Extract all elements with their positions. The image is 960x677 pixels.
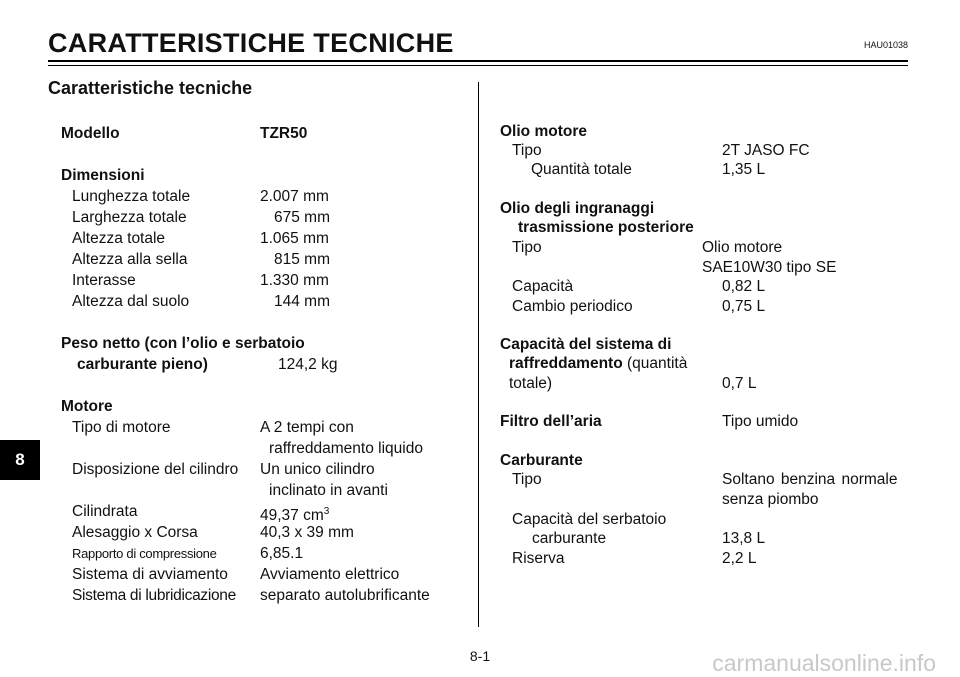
spec-value: 675 mm <box>274 209 330 226</box>
spec-value: 0,75 L <box>722 298 766 315</box>
spec-label: Rapporto di compressione <box>72 546 217 561</box>
page-header-title: CARATTERISTICHE TECNICHE <box>48 28 454 58</box>
header-rule-thick <box>48 60 908 62</box>
header-rule-thin <box>48 65 908 66</box>
spec-label: Tipo <box>512 471 542 488</box>
spec-label: Quantità totale <box>531 161 632 178</box>
spec-value: 6,85.1 <box>260 545 304 562</box>
spec-value: A 2 tempi con <box>260 419 354 436</box>
dimensions-heading: Dimensioni <box>61 167 145 184</box>
spec-value: 13,8 L <box>722 530 766 547</box>
cooling-heading-bold: raffreddamento <box>509 355 623 372</box>
displacement-value: 49,37 cm <box>260 507 324 525</box>
spec-value: 144 mm <box>274 293 330 310</box>
column-divider <box>478 82 479 627</box>
spec-value-cont: senza piombo <box>722 491 819 508</box>
spec-label: Altezza alla sella <box>72 251 188 268</box>
spec-label: Sistema di avviamento <box>72 566 228 583</box>
unit-exponent: 3 <box>323 506 330 517</box>
spec-value: 815 mm <box>274 251 330 268</box>
spec-label: Interasse <box>72 272 136 289</box>
weight-heading: Peso netto (con l’olio e serbatoio <box>61 335 305 352</box>
spec-value-cont: raffreddamento liquido <box>269 440 423 457</box>
spec-label: Larghezza totale <box>72 209 187 226</box>
spec-value <box>260 502 329 525</box>
spec-value: Olio motore <box>702 239 783 256</box>
spec-label: Altezza dal suolo <box>72 293 190 310</box>
spec-value: 1,35 L <box>722 161 766 178</box>
spec-label: Cilindrata <box>72 503 138 520</box>
chapter-tab: 8 <box>0 440 40 480</box>
document-code: HAU01038 <box>863 40 908 50</box>
section-title: Caratteristiche tecniche <box>48 78 253 98</box>
weight-value: 124,2 kg <box>278 356 338 373</box>
spec-value: 2.007 mm <box>260 188 329 205</box>
spec-value: 2T JASO FC <box>722 142 810 159</box>
gear-oil-heading-cont: trasmissione posteriore <box>518 219 694 236</box>
spec-label: Cambio periodico <box>512 298 633 315</box>
spec-value-cont: inclinato in avanti <box>269 482 388 499</box>
engine-oil-heading: Olio motore <box>500 123 587 140</box>
spec-label: Altezza totale <box>72 230 166 247</box>
model-label: Modello <box>61 125 120 142</box>
spec-value: Avviamento elettrico <box>260 566 400 583</box>
spec-label: Disposizione del cilindro <box>72 461 239 478</box>
spec-value: 40,3 x 39 mm <box>260 524 354 541</box>
watermark: carmanualsonline.info <box>712 650 936 676</box>
cooling-heading-rest: (quantità <box>622 355 688 372</box>
air-filter-label: Filtro dell’aria <box>500 413 602 430</box>
model-value: TZR50 <box>260 125 308 142</box>
cooling-heading: Capacità del sistema di <box>500 336 672 353</box>
spec-label: Tipo <box>512 239 542 256</box>
spec-label: Capacità <box>512 278 574 295</box>
spec-value: 0,7 L <box>722 375 757 392</box>
spec-value: Un unico cilindro <box>260 461 375 478</box>
cooling-heading-end: totale) <box>509 375 553 392</box>
spec-value: 0,82 L <box>722 278 766 295</box>
spec-label: Tipo di motore <box>72 419 171 436</box>
spec-label: Alesaggio x Corsa <box>72 524 198 541</box>
spec-label: Tipo <box>512 142 542 159</box>
spec-value: 2,2 L <box>722 550 757 567</box>
page-number: 8-1 <box>469 648 491 664</box>
spec-value-cont: SAE10W30 tipo SE <box>702 259 837 276</box>
spec-value: 1.065 mm <box>260 230 329 247</box>
spec-value: Tipo umido <box>722 413 799 430</box>
engine-heading: Motore <box>61 398 113 415</box>
weight-heading-cont: carburante pieno) <box>77 356 208 373</box>
cooling-heading-cont <box>509 354 687 373</box>
spec-label: Lunghezza totale <box>72 188 191 205</box>
spec-label: Sistema di lubridicazione <box>72 587 236 604</box>
spec-value: 1.330 mm <box>260 272 329 289</box>
gear-oil-heading: Olio degli ingranaggi <box>500 200 655 217</box>
spec-label: Riserva <box>512 550 565 567</box>
spec-value: separato autolubrificante <box>260 587 430 604</box>
spec-label-cont: carburante <box>532 530 607 547</box>
spec-label: Capacità del serbatoio <box>512 511 667 528</box>
spec-value: Soltano benzina normale <box>722 471 898 488</box>
fuel-heading: Carburante <box>500 452 583 469</box>
